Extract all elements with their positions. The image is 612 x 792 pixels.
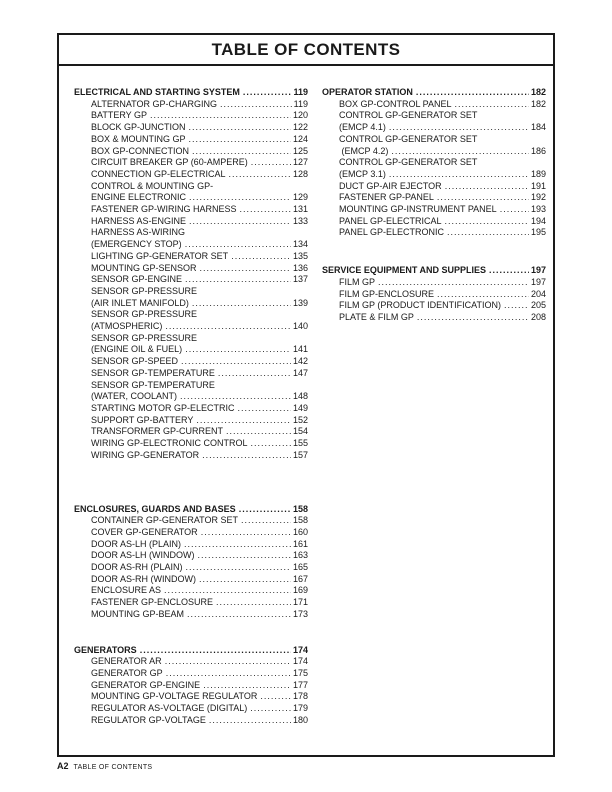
toc-entry-label: GENERATOR GP bbox=[91, 667, 163, 678]
toc-entry-row bbox=[74, 321, 308, 333]
leader-dots bbox=[187, 609, 291, 621]
leader-dots bbox=[196, 415, 291, 427]
toc-page-number: 149 bbox=[292, 402, 308, 413]
toc-page-number: 197 bbox=[530, 265, 546, 276]
toc-entry-row bbox=[322, 289, 546, 301]
toc-entry-label: SENSOR GP-ENGINE bbox=[91, 274, 183, 285]
toc-entry-label: ALTERNATOR GP-CHARGING bbox=[91, 98, 218, 109]
footer-title: TABLE OF CONTENTS bbox=[73, 764, 153, 771]
toc-entry-row bbox=[322, 157, 546, 169]
toc-page-number: 122 bbox=[292, 122, 308, 133]
leader-dots bbox=[192, 146, 291, 158]
page-title: TABLE OF CONTENTS bbox=[211, 39, 401, 59]
toc-entry-label: WIRING GP-ELECTRONIC CONTROL bbox=[91, 438, 248, 449]
toc-entry-row bbox=[74, 562, 308, 574]
leader-dots bbox=[445, 181, 529, 193]
toc-section bbox=[74, 504, 308, 621]
toc-entry-label: REGULATOR GP-VOLTAGE bbox=[91, 714, 206, 725]
toc-page-number: 124 bbox=[292, 133, 308, 144]
toc-entry-row bbox=[322, 300, 546, 312]
toc-entry-label: CONTAINER GP-GENERATOR SET bbox=[91, 515, 239, 526]
toc-entry-row bbox=[74, 515, 308, 527]
toc-page-number: 169 bbox=[292, 585, 308, 596]
leader-dots bbox=[220, 99, 292, 111]
leader-dots bbox=[199, 574, 291, 586]
toc-page-number: 189 bbox=[530, 168, 546, 179]
toc-entry-row bbox=[74, 263, 308, 275]
toc-entry-label: BATTERY GP bbox=[91, 110, 148, 121]
toc-page-number: 157 bbox=[292, 449, 308, 460]
toc-page-number: 128 bbox=[292, 168, 308, 179]
toc-column-left bbox=[74, 87, 308, 726]
toc-entry-row bbox=[74, 368, 308, 380]
leader-dots bbox=[238, 403, 291, 415]
toc-entry-row bbox=[322, 146, 546, 158]
toc-entry-row bbox=[74, 110, 308, 122]
toc-entry-row bbox=[322, 216, 546, 228]
leader-dots bbox=[185, 239, 291, 251]
toc-entry-row bbox=[322, 110, 546, 122]
toc-entry-label: BLOCK GP-JUNCTION bbox=[91, 122, 186, 133]
toc-entry-label: FASTENER GP-WIRING HARNESS bbox=[91, 204, 237, 215]
toc-entry-label: GENERATOR GP-ENGINE bbox=[91, 679, 201, 690]
toc-entry-label: (EMERGENCY STOP) bbox=[91, 239, 182, 250]
toc-page-number: 154 bbox=[292, 426, 308, 437]
toc-entry-label: CONTROL GP-GENERATOR SET bbox=[339, 110, 478, 121]
leader-dots bbox=[165, 656, 291, 668]
footer-page-label: A2 bbox=[57, 761, 69, 771]
toc-entry-label: DOOR AS-LH (PLAIN) bbox=[91, 538, 182, 549]
toc-page-number: 174 bbox=[292, 656, 308, 667]
leader-dots bbox=[216, 597, 291, 609]
leader-dots bbox=[240, 204, 291, 216]
toc-entry-row bbox=[74, 227, 308, 239]
toc-page-number: 131 bbox=[292, 204, 308, 215]
toc-entry-row bbox=[74, 527, 308, 539]
leader-dots bbox=[203, 680, 291, 692]
toc-entry-label: DOOR AS-RH (WINDOW) bbox=[91, 573, 196, 584]
toc-entry-label: MOUNTING GP-VOLTAGE REGULATOR bbox=[91, 691, 258, 702]
toc-entry-row bbox=[74, 122, 308, 134]
toc-page-number: 158 bbox=[292, 515, 308, 526]
leader-dots bbox=[229, 169, 291, 181]
toc-entry-row bbox=[74, 298, 308, 310]
toc-entry-label: BOX GP-CONTROL PANEL bbox=[339, 98, 452, 109]
toc-entry-row bbox=[322, 204, 546, 216]
toc-page-number: 173 bbox=[292, 608, 308, 619]
toc-heading-label: OPERATOR STATION bbox=[322, 87, 413, 97]
toc-page-number: 184 bbox=[530, 122, 546, 133]
toc-heading-label: SERVICE EQUIPMENT AND SUPPLIES bbox=[322, 265, 487, 276]
toc-page-number: 205 bbox=[530, 300, 546, 311]
toc-entry-label: FASTENER GP-ENCLOSURE bbox=[91, 597, 214, 608]
toc-entry-label: REGULATOR AS-VOLTAGE (DIGITAL) bbox=[91, 703, 248, 714]
toc-entry-label: SENSOR GP-TEMPERATURE bbox=[91, 379, 215, 390]
toc-entry-label: (AIR INLET MANIFOLD) bbox=[91, 297, 189, 308]
toc-entry-row bbox=[74, 333, 308, 345]
toc-page-number: 152 bbox=[292, 414, 308, 425]
toc-entry-row bbox=[74, 391, 308, 403]
leader-dots bbox=[150, 110, 291, 122]
toc-entry-label: BOX & MOUNTING GP bbox=[91, 133, 186, 144]
toc-entry-row bbox=[74, 426, 308, 438]
leader-dots bbox=[184, 539, 291, 551]
leader-dots bbox=[239, 504, 291, 516]
toc-page-number: 163 bbox=[292, 550, 308, 561]
toc-heading-row bbox=[322, 87, 546, 99]
toc-page-number: 135 bbox=[292, 250, 308, 261]
toc-section bbox=[322, 265, 546, 324]
toc-entry-row bbox=[74, 403, 308, 415]
toc-entry-label: FASTENER GP-PANEL bbox=[339, 192, 434, 203]
toc-entry-row bbox=[74, 251, 308, 263]
toc-page-number: 120 bbox=[292, 110, 308, 121]
toc-page-number: 161 bbox=[292, 538, 308, 549]
toc-page-number: 158 bbox=[292, 503, 308, 514]
toc-page-number: 192 bbox=[530, 192, 546, 203]
toc-entry-row bbox=[74, 574, 308, 586]
leader-dots bbox=[185, 274, 291, 286]
toc-entry-row bbox=[322, 122, 546, 134]
toc-entry-row bbox=[74, 192, 308, 204]
toc-page-number: 133 bbox=[292, 215, 308, 226]
toc-page-number: 142 bbox=[292, 356, 308, 367]
leader-dots bbox=[447, 227, 529, 239]
toc-page-number: 208 bbox=[530, 311, 546, 322]
toc-page-number: 193 bbox=[530, 204, 546, 215]
toc-entry-row bbox=[74, 344, 308, 356]
toc-page-number: 147 bbox=[292, 367, 308, 378]
toc-entry-label: (EMCP 4.1) bbox=[339, 122, 386, 133]
toc-entry-label: CONTROL GP-GENERATOR SET bbox=[339, 133, 478, 144]
toc-entry-label: SENSOR GP-PRESSURE bbox=[91, 332, 198, 343]
toc-entry-row bbox=[74, 286, 308, 298]
leader-dots bbox=[417, 312, 529, 324]
toc-entry-row bbox=[74, 146, 308, 158]
toc-page-number: 148 bbox=[292, 391, 308, 402]
toc-entry-row bbox=[74, 438, 308, 450]
toc-entry-label: MOUNTING GP-SENSOR bbox=[91, 262, 197, 273]
toc-entry-label: (WATER, COOLANT) bbox=[91, 391, 177, 402]
leader-dots bbox=[166, 668, 291, 680]
toc-entry-label: (EMCP 3.1) bbox=[339, 168, 386, 179]
toc-entry-row bbox=[74, 691, 308, 703]
toc-entry-label: WIRING GP-GENERATOR bbox=[91, 449, 200, 460]
toc-heading-row bbox=[322, 265, 546, 277]
leader-dots bbox=[231, 251, 291, 263]
leader-dots bbox=[500, 204, 529, 216]
toc-heading-row bbox=[74, 504, 308, 516]
toc-page-number: 177 bbox=[292, 679, 308, 690]
toc-page-number: 141 bbox=[292, 344, 308, 355]
toc-entry-label: COVER GP-GENERATOR bbox=[91, 526, 198, 537]
toc-entry-row bbox=[74, 274, 308, 286]
toc-section bbox=[74, 87, 308, 462]
title-box bbox=[59, 35, 553, 66]
toc-entry-label: SENSOR GP-SPEED bbox=[91, 356, 179, 367]
toc-entry-row bbox=[74, 415, 308, 427]
toc-entry-row bbox=[74, 169, 308, 181]
toc-entry-label: SENSOR GP-PRESSURE bbox=[91, 309, 198, 320]
toc-entry-row bbox=[74, 550, 308, 562]
toc-page-number: 139 bbox=[292, 297, 308, 308]
toc-page-number: 186 bbox=[530, 145, 546, 156]
toc-entry-row bbox=[74, 216, 308, 228]
toc-entry-label: SENSOR GP-TEMPERATURE bbox=[91, 367, 215, 378]
leader-dots bbox=[200, 263, 291, 275]
toc-entry-row bbox=[74, 239, 308, 251]
toc-entry-label: PLATE & FILM GP bbox=[339, 311, 414, 322]
leader-dots bbox=[209, 715, 291, 727]
toc-entry-row bbox=[74, 668, 308, 680]
toc-entry-row bbox=[322, 99, 546, 111]
toc-entry-label: FILM GP (PRODUCT IDENTIFICATION) bbox=[339, 300, 502, 311]
toc-page-number: 191 bbox=[530, 180, 546, 191]
toc-entry-row bbox=[74, 134, 308, 146]
toc-entry-row bbox=[74, 715, 308, 727]
leader-dots bbox=[389, 169, 529, 181]
toc-page-number: 155 bbox=[292, 438, 308, 449]
toc-column-right bbox=[322, 87, 546, 324]
leader-dots bbox=[218, 368, 291, 380]
page-footer bbox=[57, 761, 152, 771]
toc-entry-row bbox=[74, 204, 308, 216]
toc-entry-label: FILM GP bbox=[339, 276, 376, 287]
toc-entry-label: DOOR AS-RH (PLAIN) bbox=[91, 562, 183, 573]
toc-page-number: 197 bbox=[530, 276, 546, 287]
leader-dots bbox=[251, 438, 291, 450]
toc-page-number: 127 bbox=[292, 157, 308, 168]
toc-heading-row bbox=[74, 645, 308, 657]
toc-entry-row bbox=[74, 656, 308, 668]
leader-dots bbox=[489, 265, 529, 277]
toc-entry-label: PANEL GP-ELECTRONIC bbox=[339, 227, 445, 238]
toc-page-number: 194 bbox=[530, 215, 546, 226]
leader-dots bbox=[250, 703, 291, 715]
toc-page-number: 174 bbox=[292, 644, 308, 655]
toc-entry-label: GENERATOR AR bbox=[91, 656, 162, 667]
leader-dots bbox=[416, 87, 529, 99]
toc-entry-row bbox=[322, 227, 546, 239]
toc-entry-label: DUCT GP-AIR EJECTOR bbox=[339, 180, 442, 191]
toc-entry-label: CONNECTION GP-ELECTRICAL bbox=[91, 168, 226, 179]
leader-dots bbox=[180, 391, 291, 403]
toc-entry-label: (ATMOSPHERIC) bbox=[91, 321, 163, 332]
leader-dots bbox=[243, 87, 292, 99]
toc-entry-row bbox=[74, 703, 308, 715]
toc-entry-row bbox=[322, 277, 546, 289]
toc-page-number: 182 bbox=[530, 98, 546, 109]
toc-content bbox=[59, 66, 553, 755]
toc-entry-label: FILM GP-ENCLOSURE bbox=[339, 288, 435, 299]
toc-entry-label: CONTROL & MOUNTING GP- bbox=[91, 180, 214, 191]
leader-dots bbox=[181, 356, 291, 368]
toc-section bbox=[74, 645, 308, 727]
page-border-frame bbox=[57, 33, 555, 757]
toc-page-number: 119 bbox=[293, 98, 308, 109]
leader-dots bbox=[165, 321, 291, 333]
toc-page-number: 178 bbox=[292, 691, 308, 702]
toc-entry-row bbox=[322, 134, 546, 146]
toc-entry-row bbox=[322, 181, 546, 193]
leader-dots bbox=[202, 450, 291, 462]
toc-entry-row bbox=[74, 539, 308, 551]
toc-page-number: 134 bbox=[292, 239, 308, 250]
toc-entry-label: STARTING MOTOR GP-ELECTRIC bbox=[91, 402, 235, 413]
leader-dots bbox=[260, 691, 291, 703]
toc-entry-label: CIRCUIT BREAKER GP (60-AMPERE) bbox=[91, 157, 248, 168]
toc-entry-row bbox=[74, 597, 308, 609]
toc-heading-label: ENCLOSURES, GUARDS AND BASES bbox=[74, 503, 236, 514]
toc-entry-row bbox=[74, 309, 308, 321]
toc-page-number: 167 bbox=[292, 573, 308, 584]
toc-entry-row bbox=[74, 181, 308, 193]
toc-heading-label: ELECTRICAL AND STARTING SYSTEM bbox=[74, 87, 240, 97]
leader-dots bbox=[189, 134, 291, 146]
leader-dots bbox=[455, 99, 529, 111]
toc-entry-label: HARNESS AS-WIRING bbox=[91, 227, 186, 238]
toc-entry-row bbox=[74, 450, 308, 462]
toc-page-number: 171 bbox=[292, 597, 308, 608]
toc-entry-row bbox=[74, 380, 308, 392]
leader-dots bbox=[189, 192, 291, 204]
leader-dots bbox=[437, 289, 529, 301]
toc-page-number: 140 bbox=[292, 321, 308, 332]
leader-dots bbox=[391, 146, 529, 158]
toc-page-number: 125 bbox=[292, 145, 308, 156]
leader-dots bbox=[389, 122, 529, 134]
toc-section bbox=[322, 87, 546, 239]
toc-entry-row bbox=[74, 356, 308, 368]
toc-entry-row bbox=[74, 609, 308, 621]
toc-entry-label: PANEL GP-ELECTRICAL bbox=[339, 215, 442, 226]
leader-dots bbox=[445, 216, 529, 228]
toc-entry-row bbox=[74, 680, 308, 692]
leader-dots bbox=[201, 527, 291, 539]
toc-page-number: 160 bbox=[292, 526, 308, 537]
toc-heading-label: GENERATORS bbox=[74, 644, 137, 655]
toc-entry-label: (EMCP 4.2) bbox=[339, 145, 389, 156]
toc-entry-label: ENCLOSURE AS bbox=[91, 585, 162, 596]
leader-dots bbox=[251, 157, 291, 169]
leader-dots bbox=[185, 344, 291, 356]
toc-entry-row bbox=[322, 169, 546, 181]
toc-entry-row bbox=[74, 585, 308, 597]
leader-dots bbox=[198, 550, 291, 562]
toc-entry-label: SENSOR GP-PRESSURE bbox=[91, 285, 198, 296]
toc-page-number: 182 bbox=[530, 87, 546, 97]
toc-entry-row bbox=[322, 312, 546, 324]
toc-page-number: 179 bbox=[292, 703, 308, 714]
toc-entry-row bbox=[74, 99, 308, 111]
toc-entry-label: HARNESS AS-ENGINE bbox=[91, 215, 187, 226]
toc-entry-label: ENGINE ELECTRONIC bbox=[91, 192, 187, 203]
toc-entry-label: MOUNTING GP-INSTRUMENT PANEL bbox=[339, 204, 497, 215]
leader-dots bbox=[192, 298, 291, 310]
toc-entry-row bbox=[322, 192, 546, 204]
toc-entry-label: TRANSFORMER GP-CURRENT bbox=[91, 426, 223, 437]
leader-dots bbox=[164, 585, 291, 597]
leader-dots bbox=[378, 277, 529, 289]
toc-entry-label: SUPPORT GP-BATTERY bbox=[91, 414, 194, 425]
leader-dots bbox=[241, 515, 291, 527]
toc-entry-label: (ENGINE OIL & FUEL) bbox=[91, 344, 183, 355]
leader-dots bbox=[226, 426, 291, 438]
toc-page-number: 129 bbox=[292, 192, 308, 203]
leader-dots bbox=[189, 216, 291, 228]
toc-entry-label: LIGHTING GP-GENERATOR SET bbox=[91, 250, 229, 261]
toc-page-number: 204 bbox=[530, 288, 546, 299]
leader-dots bbox=[189, 122, 291, 134]
toc-entry-label: MOUNTING GP-BEAM bbox=[91, 608, 185, 619]
toc-page-number: 175 bbox=[292, 667, 308, 678]
toc-page-number: 137 bbox=[292, 274, 308, 285]
toc-page-number: 180 bbox=[292, 714, 308, 725]
toc-entry-label: BOX GP-CONNECTION bbox=[91, 145, 190, 156]
toc-heading-row bbox=[74, 87, 308, 99]
toc-page-number: 136 bbox=[292, 262, 308, 273]
toc-page-number: 119 bbox=[293, 87, 308, 97]
leader-dots bbox=[504, 300, 529, 312]
toc-entry-label: CONTROL GP-GENERATOR SET bbox=[339, 157, 478, 168]
leader-dots bbox=[437, 192, 529, 204]
toc-page-number: 195 bbox=[530, 227, 546, 238]
toc-entry-label: DOOR AS-LH (WINDOW) bbox=[91, 550, 195, 561]
toc-page-number: 165 bbox=[292, 562, 308, 573]
leader-dots bbox=[140, 645, 291, 657]
leader-dots bbox=[186, 562, 291, 574]
toc-entry-row bbox=[74, 157, 308, 169]
